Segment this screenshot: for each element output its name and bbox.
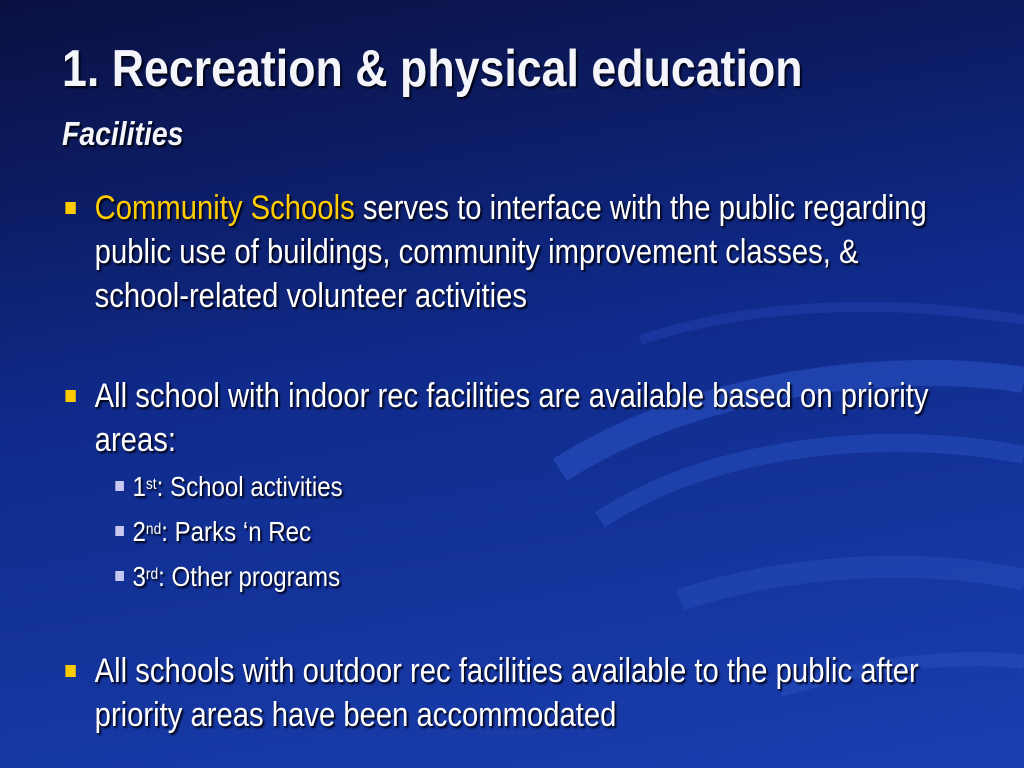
ordinal-suffix: rd <box>145 566 159 583</box>
sub-bullet-item <box>62 509 922 554</box>
slide-body <box>62 186 1024 737</box>
bullet-text: All school with indoor rec facilities are available based on priority areas: <box>94 377 929 459</box>
bullet-text: All schools with outdoor rec facilities available to the public after priority areas have been accommodated <box>94 652 919 734</box>
slide-subtitle: Facilities <box>62 115 184 152</box>
ordinal-number: 2 <box>132 516 146 547</box>
square-bullet-icon <box>115 526 124 536</box>
bullet-item <box>62 186 937 318</box>
sub-bullet-item <box>62 464 922 509</box>
bullet-item <box>62 374 963 462</box>
square-bullet-icon <box>65 665 75 677</box>
sub-bullet-text: : Other programs <box>158 561 341 592</box>
slide-title: 1. Recreation & physical education <box>62 40 803 98</box>
bullet-item <box>62 649 980 737</box>
ordinal-suffix: st <box>145 476 157 493</box>
sub-bullet-item <box>62 554 922 599</box>
highlight-text: Community Schools <box>94 189 355 227</box>
sub-bullet-text: : School activities <box>156 471 343 502</box>
bullet-text: serves to interface with the public regarding public use of buildings, community improvement classes, & school-related volunteer activities <box>94 189 927 315</box>
ordinal-suffix: nd <box>145 521 162 538</box>
square-bullet-icon <box>115 481 124 491</box>
square-bullet-icon <box>65 390 75 402</box>
ordinal-number: 1 <box>132 471 146 502</box>
square-bullet-icon <box>65 202 75 214</box>
ordinal-number: 3 <box>132 561 146 592</box>
sub-bullet-text: : Parks ‘n Rec <box>161 516 312 547</box>
square-bullet-icon <box>115 571 124 581</box>
